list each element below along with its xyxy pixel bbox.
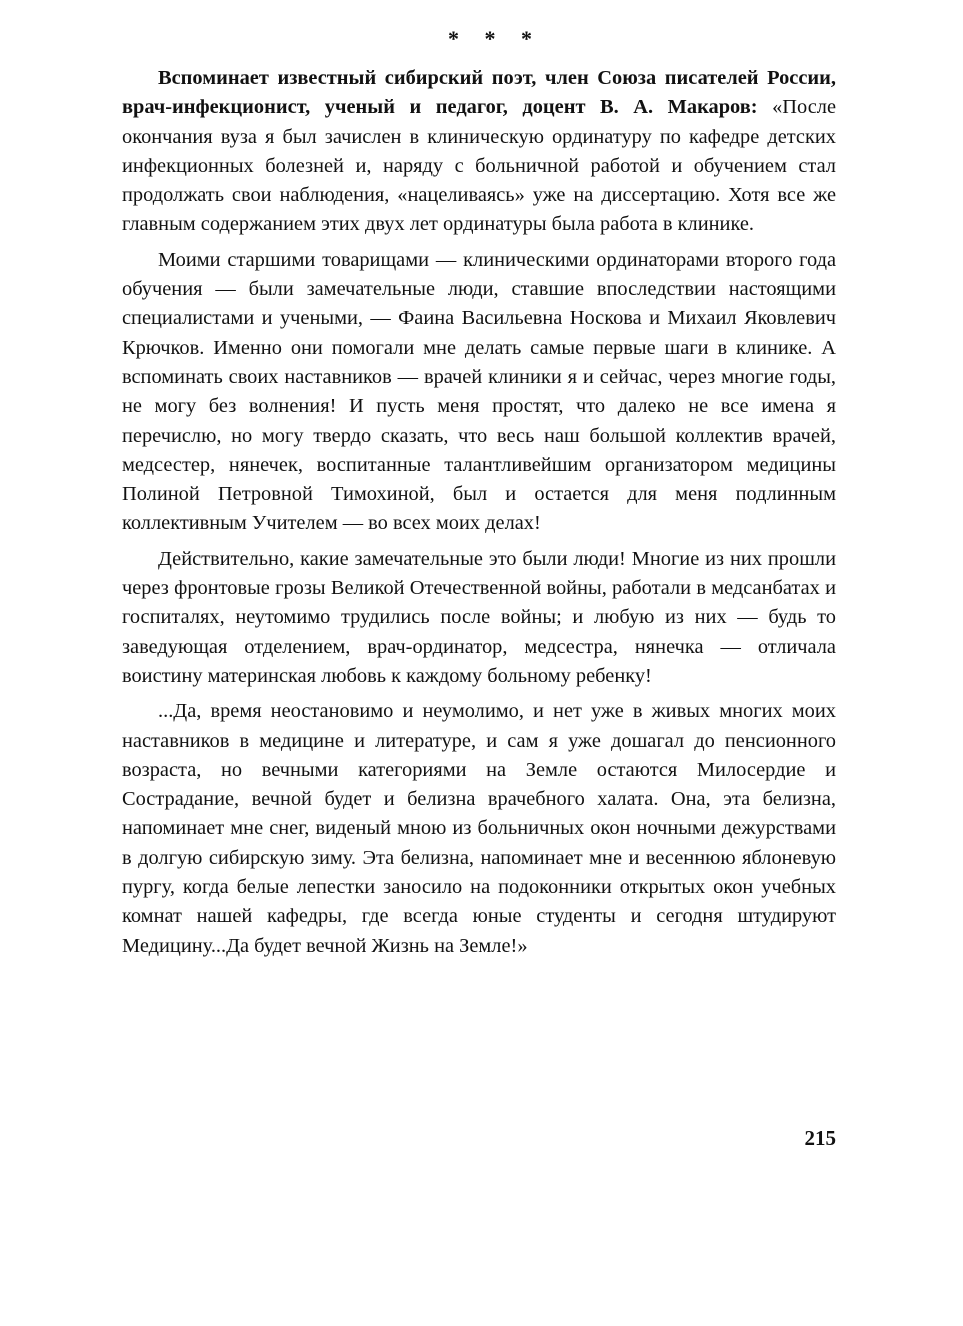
paragraph-1 <box>122 64 836 240</box>
page-body <box>122 24 836 961</box>
paragraph-4 <box>122 697 836 961</box>
paragraph-3 <box>122 545 836 691</box>
page-number: 215 <box>804 1126 836 1150</box>
paragraph-4-text: ...Да, время неостановимо и неумолимо, и нет уже в живых многих моих наставников в медицине и литературе, и сам я уже дошагал до пенсионного возраста, но вечными категориями на Земле остаются Милосердие и Сострадание, вечной будет и белизна врачебного халата. Она, эта белизна, напоминает мне снег, виденый мною из больничных окон ночными дежурствами в долгую сибирскую зиму. Эта белизна, напоминает мне и весеннюю яблоневую пургу, когда белые лепестки заносило на подоконники открытых окон учебных комнат нашей кафедры, где всегда юные студенты и сегодня штудируют Медицину...Да будет вечной Жизнь на Земле!» <box>122 700 836 957</box>
paragraph-1-text: «После окончания вуза я был зачислен в клиническую ординатуру по кафедре детских инфекционных болезней и, наряду с больничной работой и обучением стал продолжать свои наблюдения, «нацеливаясь» уже на диссертацию. Хотя все же главным содержанием этих двух лет ординатуры была работа в клинике. <box>122 96 836 236</box>
paragraph-2 <box>122 246 836 539</box>
paragraph-1-lead: Вспоминает известный сибирский поэт, член Союза писателей России, врач-инфекционист, ученый и педагог, доцент В. А. Макаров: <box>122 67 836 119</box>
paragraph-3-text: Действительно, какие замечательные это были люди! Многие из них прошли через фронтовые грозы Великой Отечественной войны, работали в медсанбатах и госпиталях, неутомимо трудились после войны; и любую из них — будь то заведующая отделением, врач-ординатор, медсестра, нянечка — отличала воистину материнская любовь к каждому больному ребенку! <box>122 547 836 687</box>
section-separator: * * * <box>448 26 542 51</box>
paragraph-2-text: Моими старшими товарищами — клиническими ординаторами второго года обучения — были замечательные люди, ставшие впоследствии настоящими специалистами и учеными, — Фаина Васильевна Носкова и Михаил Яковлевич Крючков. Именно они помогали мне делать самые первые шаги в клинике. А вспоминать своих наставников — врачей клиники я и сейчас, через многие годы, не могу без волнения! И пусть меня простят, что далеко не все имена я перечислю, но могу твердо сказать, что весь наш большой коллектив врачей, медсестер, нянечек, воспитанные талантливейшим организатором медицины Полиной Петровной Тимохиной, был и остается для меня подлинным коллективным Учителем — во всех моих делах! <box>122 248 836 535</box>
